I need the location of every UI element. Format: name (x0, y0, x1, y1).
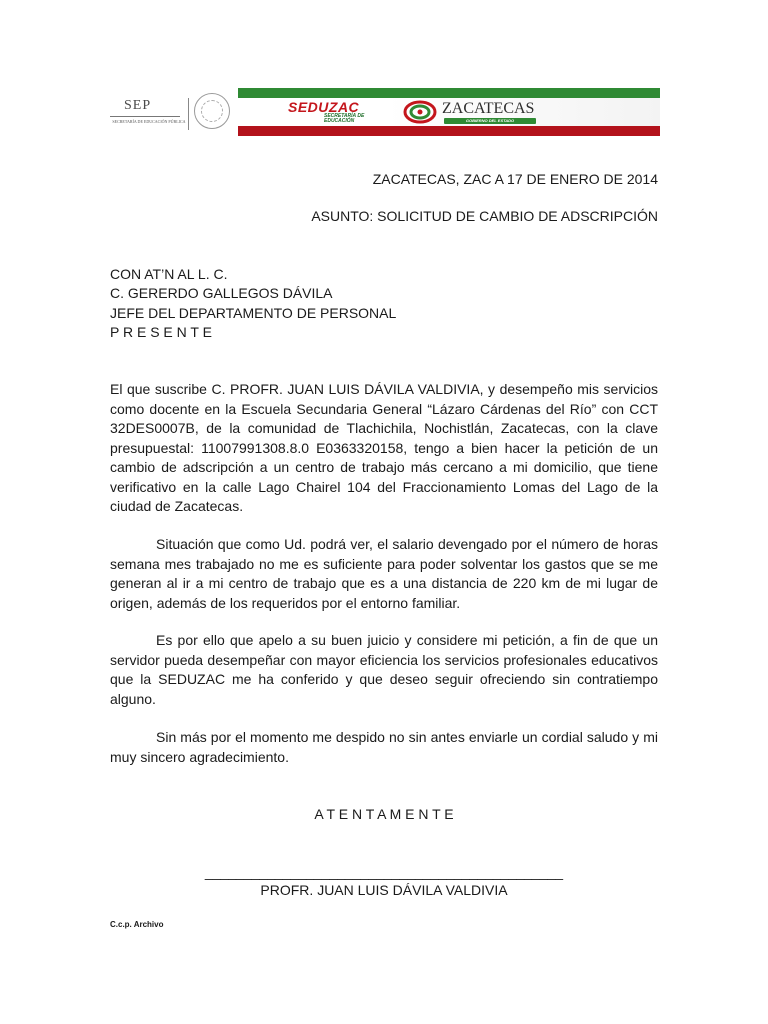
body-paragraph-1: El que suscribe C. PROFR. JUAN LUIS DÁVILA VALDIVIA, y desempeño mis servicios como docente en la Escuela Secundaria General “Lázaro Cárdenas del Río” con CCT 32DES0007B, de la comunidad de Tlachichila, Nochistlán, Zacatecas, con la clave presupuestal: 11007991308.8.0 E0363320158, tengo a bien hacer la petición de un cambio de adscripción a un centro de trabajo más cercano a mi domicilio, que tiene verificativo en la calle Lago Chairel 104 del Fraccionamiento Lomas del Lago de la ciudad de Zacatecas. (110, 381, 658, 514)
recipient-attention: CON AT’N AL L. C. (110, 266, 228, 282)
subject-line: ASUNTO: SOLICITUD DE CAMBIO DE ADSCRIPCIÓN (311, 208, 658, 224)
logo-divider (188, 98, 189, 130)
recipient-presente: P R E S E N T E (110, 324, 212, 340)
signer-name: PROFR. JUAN LUIS DÁVILA VALDIVIA (260, 882, 508, 898)
body-paragraph-2: Situación que como Ud. podrá ver, el salario devengado por el número de horas semana mes trabajado no me es suficiente para poder solventar los gastos que se me generan al ir a mi centro de trabajo que es a una distancia de 220 km de mi lugar de origen, además de los requeridos por el entorno familiar. (110, 536, 658, 611)
seduzac-logo (288, 99, 388, 125)
body-paragraph-3: Es por ello que apelo a su buen juicio y considere mi petición, a fin de que un servidor pueda desempeñar con mayor eficiencia los servicios profesionales educativos que la SEDUZAC me ha conferido y que deseo seguir ofreciendo sin contratiempo alguno. (110, 632, 658, 707)
sep-logo-subtitle: SECRETARÍA DE EDUCACIÓN PÚBLICA (112, 119, 186, 124)
national-seal-icon (194, 93, 230, 129)
zacatecas-logo-word: ZACATECAS (442, 100, 535, 117)
sep-logo-rule (110, 116, 180, 117)
body-paragraph-4: Sin más por el momento me despido no sin antes enviarle un cordial saludo y mi muy sincero agradecimiento. (110, 729, 658, 765)
place-date: ZACATECAS, ZAC A 17 DE ENERO DE 2014 (372, 171, 658, 187)
sep-logo (110, 94, 186, 132)
zacatecas-swirl-icon (403, 99, 437, 125)
recipient-title: JEFE DEL DEPARTAMENTO DE PERSONAL (110, 305, 397, 321)
zacatecas-logo-subtitle: GOBIERNO DEL ESTADO (444, 118, 536, 124)
closing: A T E N T A M E N T E (314, 806, 454, 822)
banner-green-stripe (238, 88, 660, 98)
letterhead (110, 88, 660, 136)
recipient-name: C. GERERDO GALLEGOS DÁVILA (110, 285, 333, 301)
banner-red-stripe (238, 126, 660, 136)
ccp-note: C.c.p. Archivo (110, 920, 164, 929)
sep-logo-word: SEP (124, 98, 152, 113)
seduzac-logo-subtitle: SECRETARÍA DE EDUCACIÓN (324, 113, 365, 124)
seduzac-zacatecas-banner (238, 88, 660, 136)
signature-line: ______________________________________________ (204, 864, 564, 880)
seduzac-logo-word: SEDUZAC (288, 99, 360, 115)
